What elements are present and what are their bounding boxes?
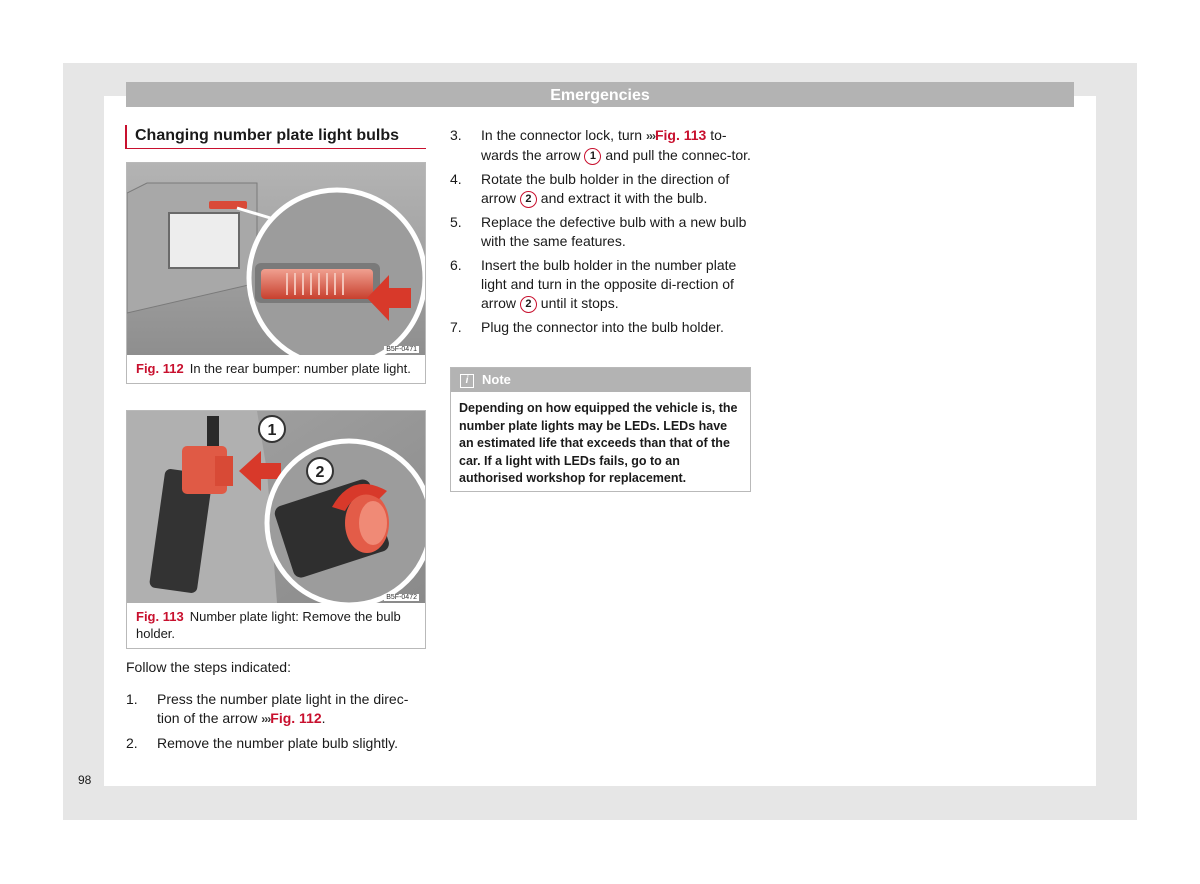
bulb-holder-illustration bbox=[127, 411, 425, 603]
figure-link[interactable]: Fig. 113 bbox=[654, 127, 707, 143]
figure-112-ref: Fig. 112 bbox=[136, 361, 184, 376]
step-text: Plug the connector into the bulb holder. bbox=[481, 319, 724, 335]
note-box bbox=[450, 367, 751, 492]
section-title: Changing number plate light bulbs bbox=[125, 125, 426, 149]
step-item bbox=[450, 126, 752, 165]
step-item bbox=[450, 256, 752, 313]
figure-113-caption bbox=[127, 603, 425, 648]
figure-113-image bbox=[127, 411, 425, 603]
figure-112-code: B5F-0471 bbox=[386, 346, 417, 353]
step-number: 7. bbox=[450, 319, 462, 335]
figure-112-caption-text: In the rear bumper: number plate light. bbox=[189, 361, 411, 376]
info-icon: i bbox=[460, 374, 474, 388]
step-number: 3. bbox=[450, 127, 462, 143]
note-header bbox=[451, 368, 750, 392]
step-number: 5. bbox=[450, 214, 462, 230]
intro-text: Follow the steps indicated: bbox=[126, 659, 291, 675]
step-number: 2. bbox=[126, 735, 138, 751]
figure-link[interactable]: Fig. 112 bbox=[270, 710, 322, 726]
rear-bumper-illustration bbox=[127, 163, 425, 355]
step-item bbox=[450, 318, 752, 337]
arrows-icon: ››› bbox=[261, 712, 271, 726]
step-text-end: and pull the connec-tor. bbox=[605, 147, 751, 163]
step-text-end: until it stops. bbox=[540, 295, 619, 311]
step-text: In the connector lock, turn bbox=[481, 127, 643, 143]
step-number: 6. bbox=[450, 257, 462, 273]
marker-1: 1 bbox=[267, 422, 277, 439]
figure-112-caption bbox=[127, 355, 425, 383]
step-text: Remove the number plate bulb slightly. bbox=[157, 735, 398, 751]
arrow-marker-icon: 1 bbox=[584, 148, 601, 165]
figure-112-image bbox=[127, 163, 425, 355]
figure-113 bbox=[126, 410, 426, 649]
figure-113-code: B5F-0472 bbox=[386, 594, 417, 601]
chapter-header: Emergencies bbox=[126, 82, 1074, 107]
figure-113-caption-text: Number plate light: Remove the bulb holder. bbox=[136, 609, 401, 641]
step-text-end: . bbox=[321, 710, 326, 726]
step-number: 4. bbox=[450, 171, 462, 187]
step-text: Replace the defective bulb with a new bulb with the same features. bbox=[481, 214, 747, 249]
step-number: 1. bbox=[126, 691, 138, 707]
arrow-marker-icon: 2 bbox=[520, 296, 537, 313]
step-item bbox=[126, 734, 430, 753]
arrow-marker-icon: 2 bbox=[520, 191, 537, 208]
figure-112 bbox=[126, 162, 426, 384]
note-body: Depending on how equipped the vehicle is, the number plate lights may be LEDs. LEDs have an estimated life that exceeds than that of the car. If a light with LEDs fails, go to an authorised workshop for replacement. bbox=[459, 401, 738, 485]
step-item bbox=[450, 213, 752, 251]
step-text: to-wards the arrow bbox=[481, 127, 727, 163]
page-number: 98 bbox=[78, 773, 92, 787]
steps-left bbox=[126, 690, 430, 758]
note-title: Note bbox=[482, 372, 511, 387]
figure-113-ref: Fig. 113 bbox=[136, 609, 184, 624]
step-text: Press the number plate light in the direc-tion of the arrow bbox=[157, 691, 409, 726]
steps-right bbox=[450, 126, 752, 342]
step-item bbox=[126, 690, 430, 729]
step-item bbox=[450, 170, 752, 208]
marker-2: 2 bbox=[315, 464, 325, 481]
step-text: Rotate the bulb holder in the direction of arrow bbox=[481, 171, 730, 206]
step-text: Insert the bulb holder in the number plate light and turn in the opposite di-rection of arrow bbox=[481, 257, 737, 311]
step-text-end: and extract it with the bulb. bbox=[540, 190, 708, 206]
arrows-icon: ››› bbox=[645, 129, 655, 143]
